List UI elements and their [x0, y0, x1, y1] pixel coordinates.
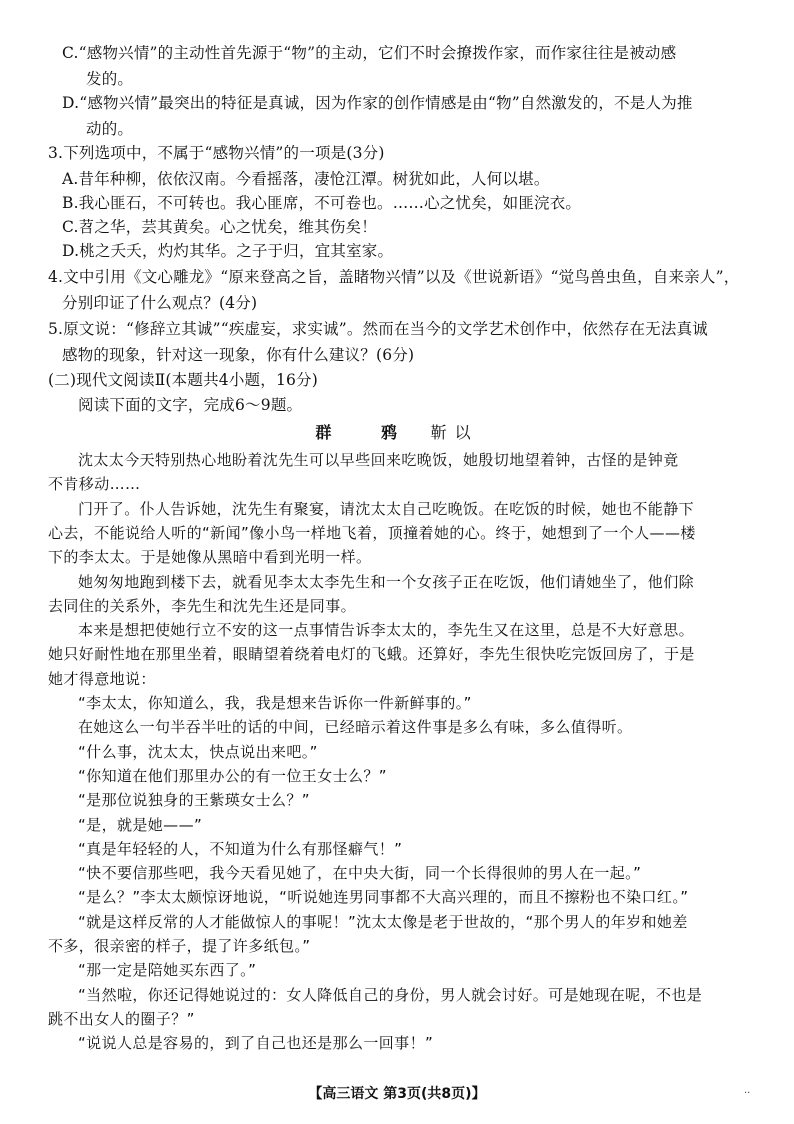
story-line: “李太太，你知道么，我，我是想来告诉你一件新鲜事的。” — [78, 694, 472, 712]
option-c-line2: 发的。 — [86, 70, 134, 88]
story-line: “说说人总是容易的，到了自己也还是那么一回事！” — [78, 1034, 434, 1053]
question-3-option-b: B.我心匪石，不可转也。我心匪席，不可卷也。……心之忧矣，如匪浣衣。 — [62, 194, 582, 212]
story-line: “是，就是她——” — [78, 815, 203, 834]
story-line: 她只好耐性地在那里坐着，眼睛望着绕着电灯的飞蛾。还算好，李先生很快吃完饭回房了，于是 — [48, 645, 695, 664]
story-line: 她匆匆地跑到楼下去，就看见李太太李先生和一个女孩子正在吃饭，他们请她坐了，他们除 — [78, 572, 695, 591]
story-line: “当然啦，你还记得她说过的：女人降低自己的身份，男人就会讨好。可是她现在呢，不也是 — [78, 985, 703, 1004]
story-line: “是那位说独身的王紫瑛女士么？” — [78, 791, 310, 810]
option-d-line2: 动的。 — [86, 120, 134, 138]
footer-mark: ·· — [744, 1088, 751, 1099]
story-author: 靳以 — [430, 423, 479, 442]
question-3-option-c: C.苕之华，芸其黄矣。心之忧矣，维其伤矣！ — [62, 218, 377, 236]
question-5-line2: 感物的现象，针对这一现象，你有什么建议？(6分) — [62, 346, 415, 364]
question-5-line1: 5.原文说：“修辞立其诚”“疾虚妄，求实诚”。然而在当今的文学艺术创作中，依然存在无法真诚 — [48, 320, 708, 338]
story-line: 沈太太今天特别热心地盼着沈先生可以早些回来吃晚饭，她殷切地望着钟，古怪的是钟竟 — [78, 451, 679, 469]
question-4-line2: 分别印证了什么观点？(4分) — [62, 294, 258, 312]
story-line: “那一定是陪她买东西了。” — [78, 961, 257, 980]
story-line: “是么？”李太太颇惊讶地说，“听说她连男同事都不大高兴理的，而且不擦粉也不染口红。” — [78, 888, 689, 907]
story-line: 在她这么一句半吞半吐的话的中间，已经暗示着这件事是多么有味，多么值得听。 — [78, 718, 633, 737]
story-line: 门开了。仆人告诉她，沈先生有聚宴，请沈太太自己吃晚饭。在吃饭的时候，她也不能静下 — [78, 499, 695, 518]
story-title: 群 鸦 — [315, 423, 419, 442]
page-footer: 【高三语文 第3页(共8页)】 — [308, 1086, 486, 1102]
story-line: “快不要信那些吧，我今天看见她了，在中央大街，同一个长得很帅的男人在一起。” — [78, 864, 642, 883]
story-line: 不多，很亲密的样子，提了许多纸包。” — [48, 937, 311, 955]
question-3-option-d: D.桃之夭夭，灼灼其华。之子于归，宜其室家。 — [62, 242, 394, 260]
question-3-option-a: A.昔年种柳，依依汉南。今看摇落，凄怆江潭。树犹如此，人何以堪。 — [62, 170, 550, 188]
story-line: 跳不出女人的圈子？” — [48, 1009, 195, 1028]
section-heading: (二)现代文阅读Ⅱ(本题共4小题，16分) — [48, 371, 319, 389]
story-title-line — [0, 420, 794, 443]
story-line: 下的李太太。于是她像从黑暗中看到光明一样。 — [48, 548, 372, 567]
story-line: “真是年轻轻的人，不知道为什么有那怪癖气！” — [78, 839, 403, 858]
story-line: 去同住的关系外，李先生和沈先生还是同事。 — [48, 596, 357, 615]
option-d-line1: D.“感物兴情”最突出的特征是真诚，因为作家的创作情感是由“物”自然激发的，不是人为推 — [62, 94, 693, 112]
story-line: “什么事，沈太太，快点说出来吧。” — [78, 742, 318, 761]
story-line: 本来是想把使她行立不安的这一点事情告诉李太太的，李先生又在这里，总是不大好意思。 — [78, 621, 695, 640]
question-3-stem: 3.下列选项中，不属于“感物兴情”的一项是(3分) — [48, 144, 385, 162]
story-line: “就是这样反常的人才能做惊人的事呢！”沈太太像是老于世故的，“那个男人的年岁和她差 — [78, 912, 688, 931]
section-instruction: 阅读下面的文字，完成6～9题。 — [78, 396, 303, 414]
story-line: 不肯移动…… — [48, 475, 141, 494]
option-c-line1: C.“感物兴情”的主动性首先源于“物”的主动，它们不时会撩拨作家，而作家往往是被动感 — [62, 44, 677, 62]
question-4-line1: 4.文中引用《文心雕龙》“原来登高之旨，盖睹物兴情”以及《世说新语》“觉鸟兽虫鱼，自来亲人”， — [48, 268, 740, 286]
story-line: 她才得意地说： — [48, 669, 156, 688]
story-line: 心去，不能说给人听的“新闻”像小鸟一样地飞着，顶撞着她的心。终于，她想到了一个人——楼 — [48, 523, 696, 542]
story-line: “你知道在他们那里办公的有一位王女士么？” — [78, 766, 387, 785]
